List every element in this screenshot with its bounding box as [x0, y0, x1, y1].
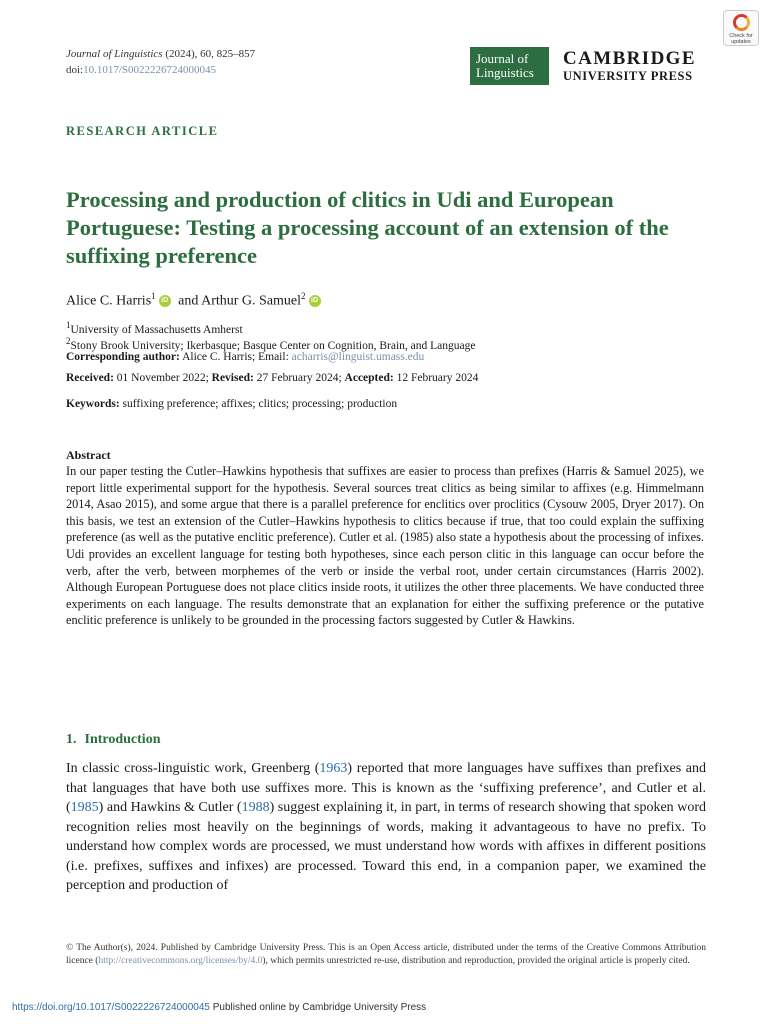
footer-published: Published online by Cambridge University Press	[212, 1002, 427, 1013]
abstract-heading: Abstract	[66, 448, 111, 462]
journal-citation	[66, 46, 255, 78]
journal-logo-line2: Linguistics	[476, 65, 534, 80]
section-title: Introduction	[84, 732, 161, 747]
author-name[interactable]: Arthur G. Samuel	[201, 293, 302, 309]
journal-name: Journal of Linguistics	[66, 48, 163, 60]
affiliation-marker: 2	[301, 291, 306, 301]
publisher-line2: UNIVERSITY PRESS	[563, 69, 693, 83]
keywords-label: Keywords:	[66, 398, 120, 410]
journal-logo[interactable]	[470, 47, 549, 85]
check-for-updates-icon	[733, 14, 750, 31]
citation-link[interactable]: 1963	[319, 761, 348, 776]
page-footer	[12, 1002, 426, 1013]
article-title: Processing and production of clitics in Udi and European Portuguese: Testing a processing account of an extension of the suffixing preference	[66, 187, 669, 268]
keywords-text: suffixing preference; affixes; clitics; processing; production	[122, 398, 398, 410]
author-list	[66, 287, 325, 311]
section-number: 1.	[66, 732, 77, 747]
revised-date: 27 February 2024;	[256, 372, 342, 384]
doi-label: doi:	[66, 64, 84, 76]
affiliation: $^1$University of Massachusetts Amherst	[66, 320, 243, 336]
abstract-text: In our paper testing the Cutler–Hawkins hypothesis that suffixes are easier to process than prefixes (Harris & Samuel 2025), we report little experimental support for the hypothesis. Several sources treat clitics as being similar to affixes (e.g. Himmelmann 2014, Asao 2015), and some argue that there is a parallel preference for enclitics over proclitics (Cysouw 2005, Dryer 2017). On this basis, we test an extension of the Cutler–Hawkins hypothesis to clitics because if true, that too could explain the suffixing preference (as well as the putative enclitic preference). Cutler et al. (1985) also state a hypothesis about the processing of infixes. Udi provides an excellent language for testing both hypotheses, since each person clitic in this language can occur before the verb, after the verb, between morphemes of the verb or inside the verbal root, under certain circumstances (Harris 2002). Although European Portuguese does not place clitics inside roots, it utilizes the other three placements. We have conducted three experiments on each language. The results demonstrate that an explanation for either the suffixing preference or the putative enclitic preference is unlikely to be grounded in the processing factors suggested by Cutler & Hawkins.	[66, 464, 704, 628]
orcid-icon[interactable]: iD	[309, 295, 321, 307]
publisher-logo[interactable]	[563, 49, 711, 83]
doi-link[interactable]: 10.1017/S0022226724000045	[83, 64, 217, 76]
author-connector: and	[178, 293, 199, 309]
citation-link[interactable]: 1988	[241, 800, 270, 815]
orcid-icon[interactable]: iD	[159, 295, 171, 307]
affiliation-marker: 1	[151, 291, 156, 301]
affiliation: $^2$Stony Brook University; Ikerbasque; Basque Center on Cognition, Brain, and Language	[66, 336, 476, 352]
corresponding-author	[66, 349, 424, 365]
article-type: RESEARCH ARTICLE	[66, 124, 219, 138]
license-notice: © The Author(s), 2024. Published by Cambridge University Press. This is an Open Access article, distributed under the terms of the Creative Commons Attribution licence (http://creativecommons.org/licenses/by/4.0), which permits unrestricted re-use, distribution and reproduction, provided the original article is properly cited.	[66, 943, 706, 966]
journal-logo-line1: Journal of	[476, 51, 529, 66]
email-link[interactable]: acharris@linguist.umass.edu	[291, 351, 425, 363]
section-heading	[66, 732, 160, 748]
license-link[interactable]: http://creativecommons.org/licenses/by/4.0	[98, 956, 263, 966]
received-date: 01 November 2022;	[116, 372, 209, 384]
corresponding-text: Alice C. Harris; Email:	[182, 351, 289, 363]
check-for-updates-label: Check for updates	[729, 33, 753, 45]
corresponding-label: Corresponding author:	[66, 351, 180, 363]
citation-link[interactable]: 1985	[70, 800, 99, 815]
author-name[interactable]: Alice C. Harris	[66, 293, 152, 309]
keywords	[66, 398, 397, 410]
introduction-paragraph: In classic cross-linguistic work, Greenberg (1963) reported that more languages have suffixes than prefixes and that languages that have both use suffixes more. This is known as the ‘suffixing preference’, and Cutler et al. (1985) and Hawkins & Cutler (1988) suggest explaining it, in part, in terms of research showing that spoken word recognition relies most heavily on the beginnings of words, making it advantageous to have no prefix. To understand how complex words are processed, we must understand how words with affixes in different positions (i.e. prefixes, suffixes and infixes) are processed. Toward this end, in a companion paper, we examined the perception and production of	[66, 761, 706, 893]
footer-doi-link[interactable]: https://doi.org/10.1017/S0022226724000045	[12, 1002, 210, 1013]
publisher-line1: CAMBRIDGE	[563, 48, 696, 69]
check-for-updates-badge[interactable]	[723, 10, 759, 46]
article-dates: Received: 01 November 2022; Revised: 27 February 2024; Accepted: 12 February 2024	[66, 372, 479, 384]
journal-volume-pages: (2024), 60, 825–857	[165, 48, 256, 60]
accepted-date: 12 February 2024	[396, 372, 479, 384]
